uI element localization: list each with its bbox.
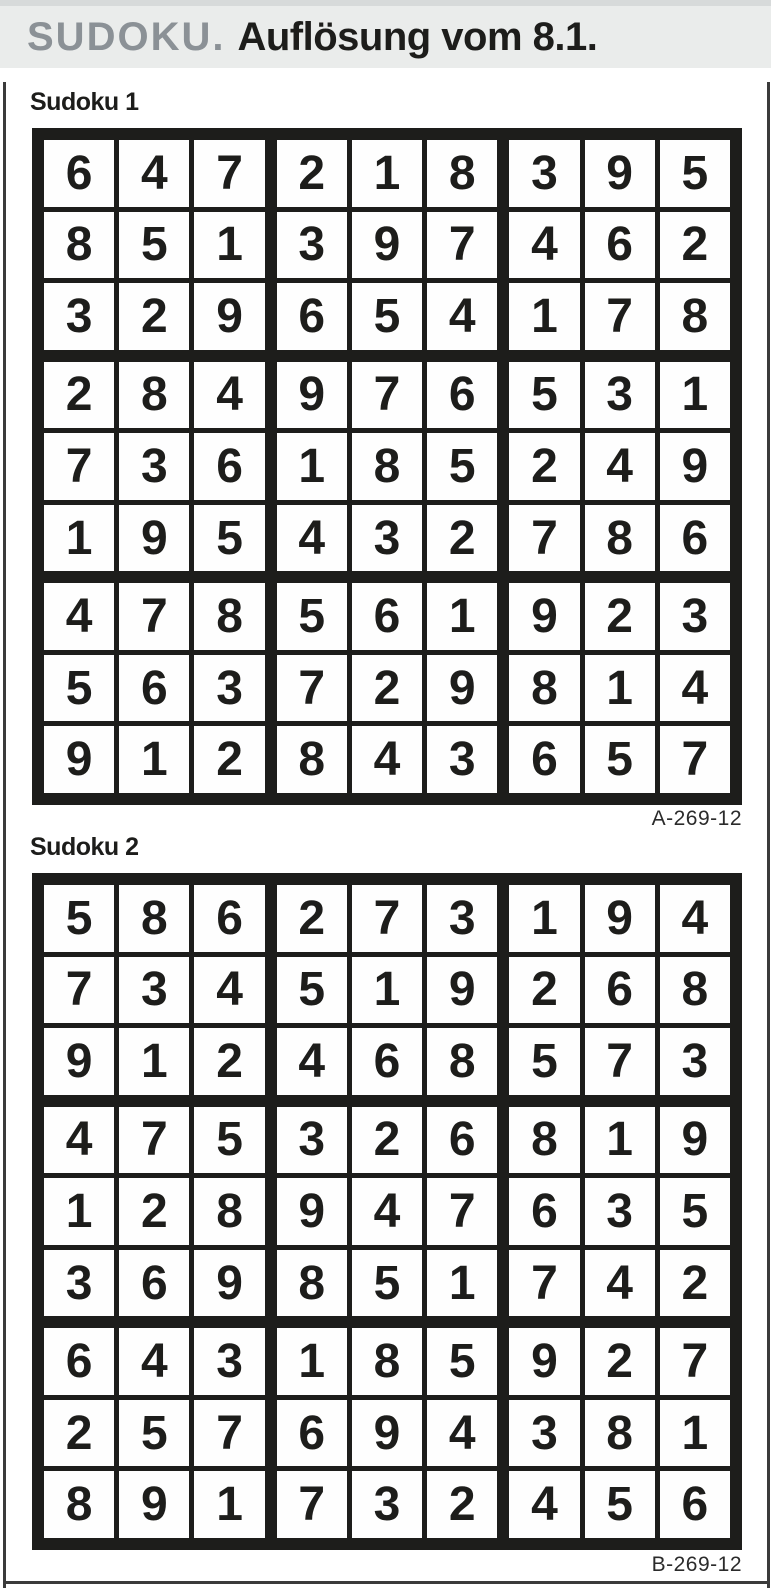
sudoku-cell: 7 [660,726,730,793]
sudoku-cell: 7 [509,505,579,572]
sudoku-cell: 1 [194,212,264,279]
sudoku-cell: 8 [660,957,730,1024]
sudoku-cell: 4 [585,1250,655,1317]
header [0,6,771,68]
sudoku-cell: 6 [194,433,264,500]
puzzle-2-caption: B-269-12 [651,1553,742,1576]
sudoku-cell: 9 [352,212,422,279]
sudoku-cell: 2 [427,505,497,572]
sudoku-cell: 9 [44,726,114,793]
sudoku-cell: 2 [277,140,347,207]
sudoku-cell: 7 [427,212,497,279]
sudoku-cell: 2 [509,433,579,500]
sudoku-cell: 3 [427,726,497,793]
sudoku-cell: 9 [509,1328,579,1395]
sudoku-cell: 7 [352,885,422,952]
sudoku-cell: 1 [509,885,579,952]
sudoku-cell: 9 [277,362,347,429]
sudoku-cell: 4 [352,726,422,793]
sudoku-cell: 8 [119,362,189,429]
sudoku-cell: 5 [509,362,579,429]
sudoku-cell: 7 [352,362,422,429]
sudoku-cell: 1 [119,726,189,793]
sudoku-grid-1 [32,128,742,805]
sudoku-cell: 4 [44,1107,114,1174]
sudoku-cell: 6 [352,583,422,650]
sudoku-cell: 7 [44,433,114,500]
sudoku-cell: 7 [585,283,655,350]
sudoku-cell: 4 [585,433,655,500]
sudoku-cell: 7 [660,1328,730,1395]
sudoku-cell: 6 [585,212,655,279]
sudoku-cell: 9 [277,1178,347,1245]
sudoku-box [509,140,730,350]
sudoku-box [509,362,730,572]
sudoku-cell: 2 [44,1400,114,1467]
sudoku-cell: 4 [660,885,730,952]
sudoku-cell: 1 [44,505,114,572]
sudoku-box [277,1107,498,1317]
sudoku-cell: 1 [660,362,730,429]
sudoku-box [44,362,265,572]
sudoku-cell: 9 [427,957,497,1024]
sudoku-box [509,885,730,1095]
sudoku-cell: 1 [509,283,579,350]
sudoku-cell: 2 [509,957,579,1024]
sudoku-box [509,1328,730,1538]
sudoku-box [44,1328,265,1538]
sudoku-cell: 7 [119,583,189,650]
sudoku-cell: 4 [44,583,114,650]
sudoku-cell: 3 [660,1028,730,1095]
sudoku-cell: 6 [427,362,497,429]
page-title: Auflösung vom 8.1. [237,14,598,59]
sudoku-cell: 5 [277,957,347,1024]
sudoku-cell: 4 [352,1178,422,1245]
sudoku-cell: 4 [277,505,347,572]
puzzle-1-label: Sudoku 1 [30,88,139,116]
sudoku-cell: 8 [352,433,422,500]
sudoku-cell: 7 [194,140,264,207]
sudoku-cell: 9 [194,1250,264,1317]
sudoku-cell: 6 [660,1471,730,1538]
sudoku-cell: 2 [277,885,347,952]
sudoku-cell: 5 [660,1178,730,1245]
sudoku-cell: 4 [277,1028,347,1095]
sudoku-cell: 4 [427,283,497,350]
sudoku-cell: 6 [585,957,655,1024]
sudoku-cell: 1 [352,140,422,207]
sudoku-cell: 9 [427,655,497,722]
sudoku-cell: 5 [44,655,114,722]
sudoku-cell: 3 [194,1328,264,1395]
sudoku-cell: 6 [44,1328,114,1395]
sudoku-cell: 2 [660,212,730,279]
sudoku-cell: 1 [119,1028,189,1095]
sudoku-cell: 5 [660,140,730,207]
sudoku-cell: 5 [585,726,655,793]
sudoku-cell: 9 [509,583,579,650]
sudoku-cell: 5 [194,1107,264,1174]
sudoku-cell: 3 [427,885,497,952]
sudoku-cell: 9 [660,1107,730,1174]
sudoku-cell: 6 [660,505,730,572]
sudoku-cell: 8 [194,1178,264,1245]
sudoku-cell: 6 [427,1107,497,1174]
sudoku-box [277,140,498,350]
sudoku-cell: 5 [509,1028,579,1095]
sudoku-cell: 2 [585,583,655,650]
sudoku-box [509,583,730,793]
sudoku-cell: 2 [660,1250,730,1317]
sudoku-cell: 9 [585,885,655,952]
sudoku-box [277,885,498,1095]
sudoku-cell: 1 [660,1400,730,1467]
sudoku-cell: 3 [119,433,189,500]
sudoku-box [277,583,498,793]
sudoku-cell: 7 [44,957,114,1024]
sudoku-cell: 3 [509,140,579,207]
sudoku-cell: 8 [427,1028,497,1095]
sudoku-cell: 5 [427,1328,497,1395]
sudoku-box [509,1107,730,1317]
sudoku-cell: 1 [585,1107,655,1174]
sudoku-cell: 6 [352,1028,422,1095]
sudoku-box [44,583,265,793]
sudoku-grid-2 [32,873,742,1550]
sudoku-cell: 3 [585,1178,655,1245]
sudoku-cell: 4 [119,1328,189,1395]
sudoku-cell: 6 [509,1178,579,1245]
sudoku-cell: 7 [509,1250,579,1317]
sudoku-cell: 1 [194,1471,264,1538]
sudoku-cell: 9 [119,1471,189,1538]
sudoku-cell: 8 [119,885,189,952]
sudoku-box [44,1107,265,1317]
sudoku-cell: 6 [277,283,347,350]
sudoku-cell: 5 [194,505,264,572]
sudoku-cell: 6 [44,140,114,207]
sudoku-cell: 7 [427,1178,497,1245]
puzzle-2-label: Sudoku 2 [30,833,139,861]
sudoku-cell: 4 [509,1471,579,1538]
sudoku-cell: 5 [119,212,189,279]
sudoku-cell: 3 [119,957,189,1024]
sudoku-cell: 5 [427,433,497,500]
puzzle-1-caption: A-269-12 [651,807,742,830]
sudoku-cell: 1 [585,655,655,722]
left-column-rule [3,82,6,1588]
sudoku-cell: 2 [119,1178,189,1245]
bottom-rule [3,1581,770,1584]
sudoku-cell: 3 [44,283,114,350]
sudoku-cell: 5 [119,1400,189,1467]
sudoku-cell: 3 [585,362,655,429]
sudoku-cell: 3 [352,505,422,572]
sudoku-cell: 3 [277,1107,347,1174]
sudoku-cell: 9 [660,433,730,500]
sudoku-cell: 9 [194,283,264,350]
sudoku-cell: 8 [194,583,264,650]
sudoku-cell: 8 [44,212,114,279]
right-column-rule [767,82,770,1588]
sudoku-cell: 2 [119,283,189,350]
sudoku-cell: 2 [194,1028,264,1095]
sudoku-cell: 8 [352,1328,422,1395]
sudoku-cell: 9 [585,140,655,207]
sudoku-cell: 2 [427,1471,497,1538]
header-brand: SUDOKU. [27,14,226,59]
sudoku-cell: 4 [194,957,264,1024]
sudoku-cell: 1 [44,1178,114,1245]
sudoku-cell: 3 [352,1471,422,1538]
sudoku-cell: 3 [660,583,730,650]
sudoku-cell: 9 [119,505,189,572]
sudoku-cell: 3 [194,655,264,722]
sudoku-cell: 8 [44,1471,114,1538]
sudoku-box [44,885,265,1095]
sudoku-cell: 7 [585,1028,655,1095]
sudoku-cell: 3 [277,212,347,279]
sudoku-cell: 2 [585,1328,655,1395]
sudoku-cell: 8 [509,655,579,722]
sudoku-cell: 8 [509,1107,579,1174]
sudoku-cell: 3 [44,1250,114,1317]
sudoku-cell: 4 [509,212,579,279]
sudoku-cell: 7 [119,1107,189,1174]
sudoku-box [277,362,498,572]
sudoku-box [44,140,265,350]
sudoku-cell: 6 [509,726,579,793]
sudoku-cell: 6 [119,655,189,722]
sudoku-cell: 8 [427,140,497,207]
sudoku-cell: 6 [194,885,264,952]
sudoku-box [277,1328,498,1538]
sudoku-cell: 5 [585,1471,655,1538]
sudoku-cell: 7 [277,1471,347,1538]
sudoku-cell: 5 [44,885,114,952]
sudoku-cell: 5 [277,583,347,650]
sudoku-cell: 2 [44,362,114,429]
sudoku-cell: 9 [352,1400,422,1467]
sudoku-cell: 3 [509,1400,579,1467]
sudoku-cell: 6 [119,1250,189,1317]
sudoku-cell: 2 [352,655,422,722]
sudoku-cell: 1 [352,957,422,1024]
sudoku-cell: 4 [660,655,730,722]
sudoku-cell: 5 [352,1250,422,1317]
sudoku-cell: 1 [427,583,497,650]
sudoku-cell: 4 [119,140,189,207]
sudoku-cell: 1 [277,1328,347,1395]
sudoku-cell: 6 [277,1400,347,1467]
sudoku-cell: 8 [660,283,730,350]
sudoku-cell: 8 [277,1250,347,1317]
sudoku-cell: 8 [585,505,655,572]
sudoku-cell: 7 [194,1400,264,1467]
sudoku-cell: 5 [352,283,422,350]
sudoku-cell: 8 [585,1400,655,1467]
sudoku-cell: 4 [427,1400,497,1467]
sudoku-cell: 8 [277,726,347,793]
sudoku-cell: 9 [44,1028,114,1095]
sudoku-cell: 2 [352,1107,422,1174]
sudoku-cell: 2 [194,726,264,793]
sudoku-cell: 1 [277,433,347,500]
sudoku-cell: 7 [277,655,347,722]
sudoku-cell: 1 [427,1250,497,1317]
sudoku-cell: 4 [194,362,264,429]
